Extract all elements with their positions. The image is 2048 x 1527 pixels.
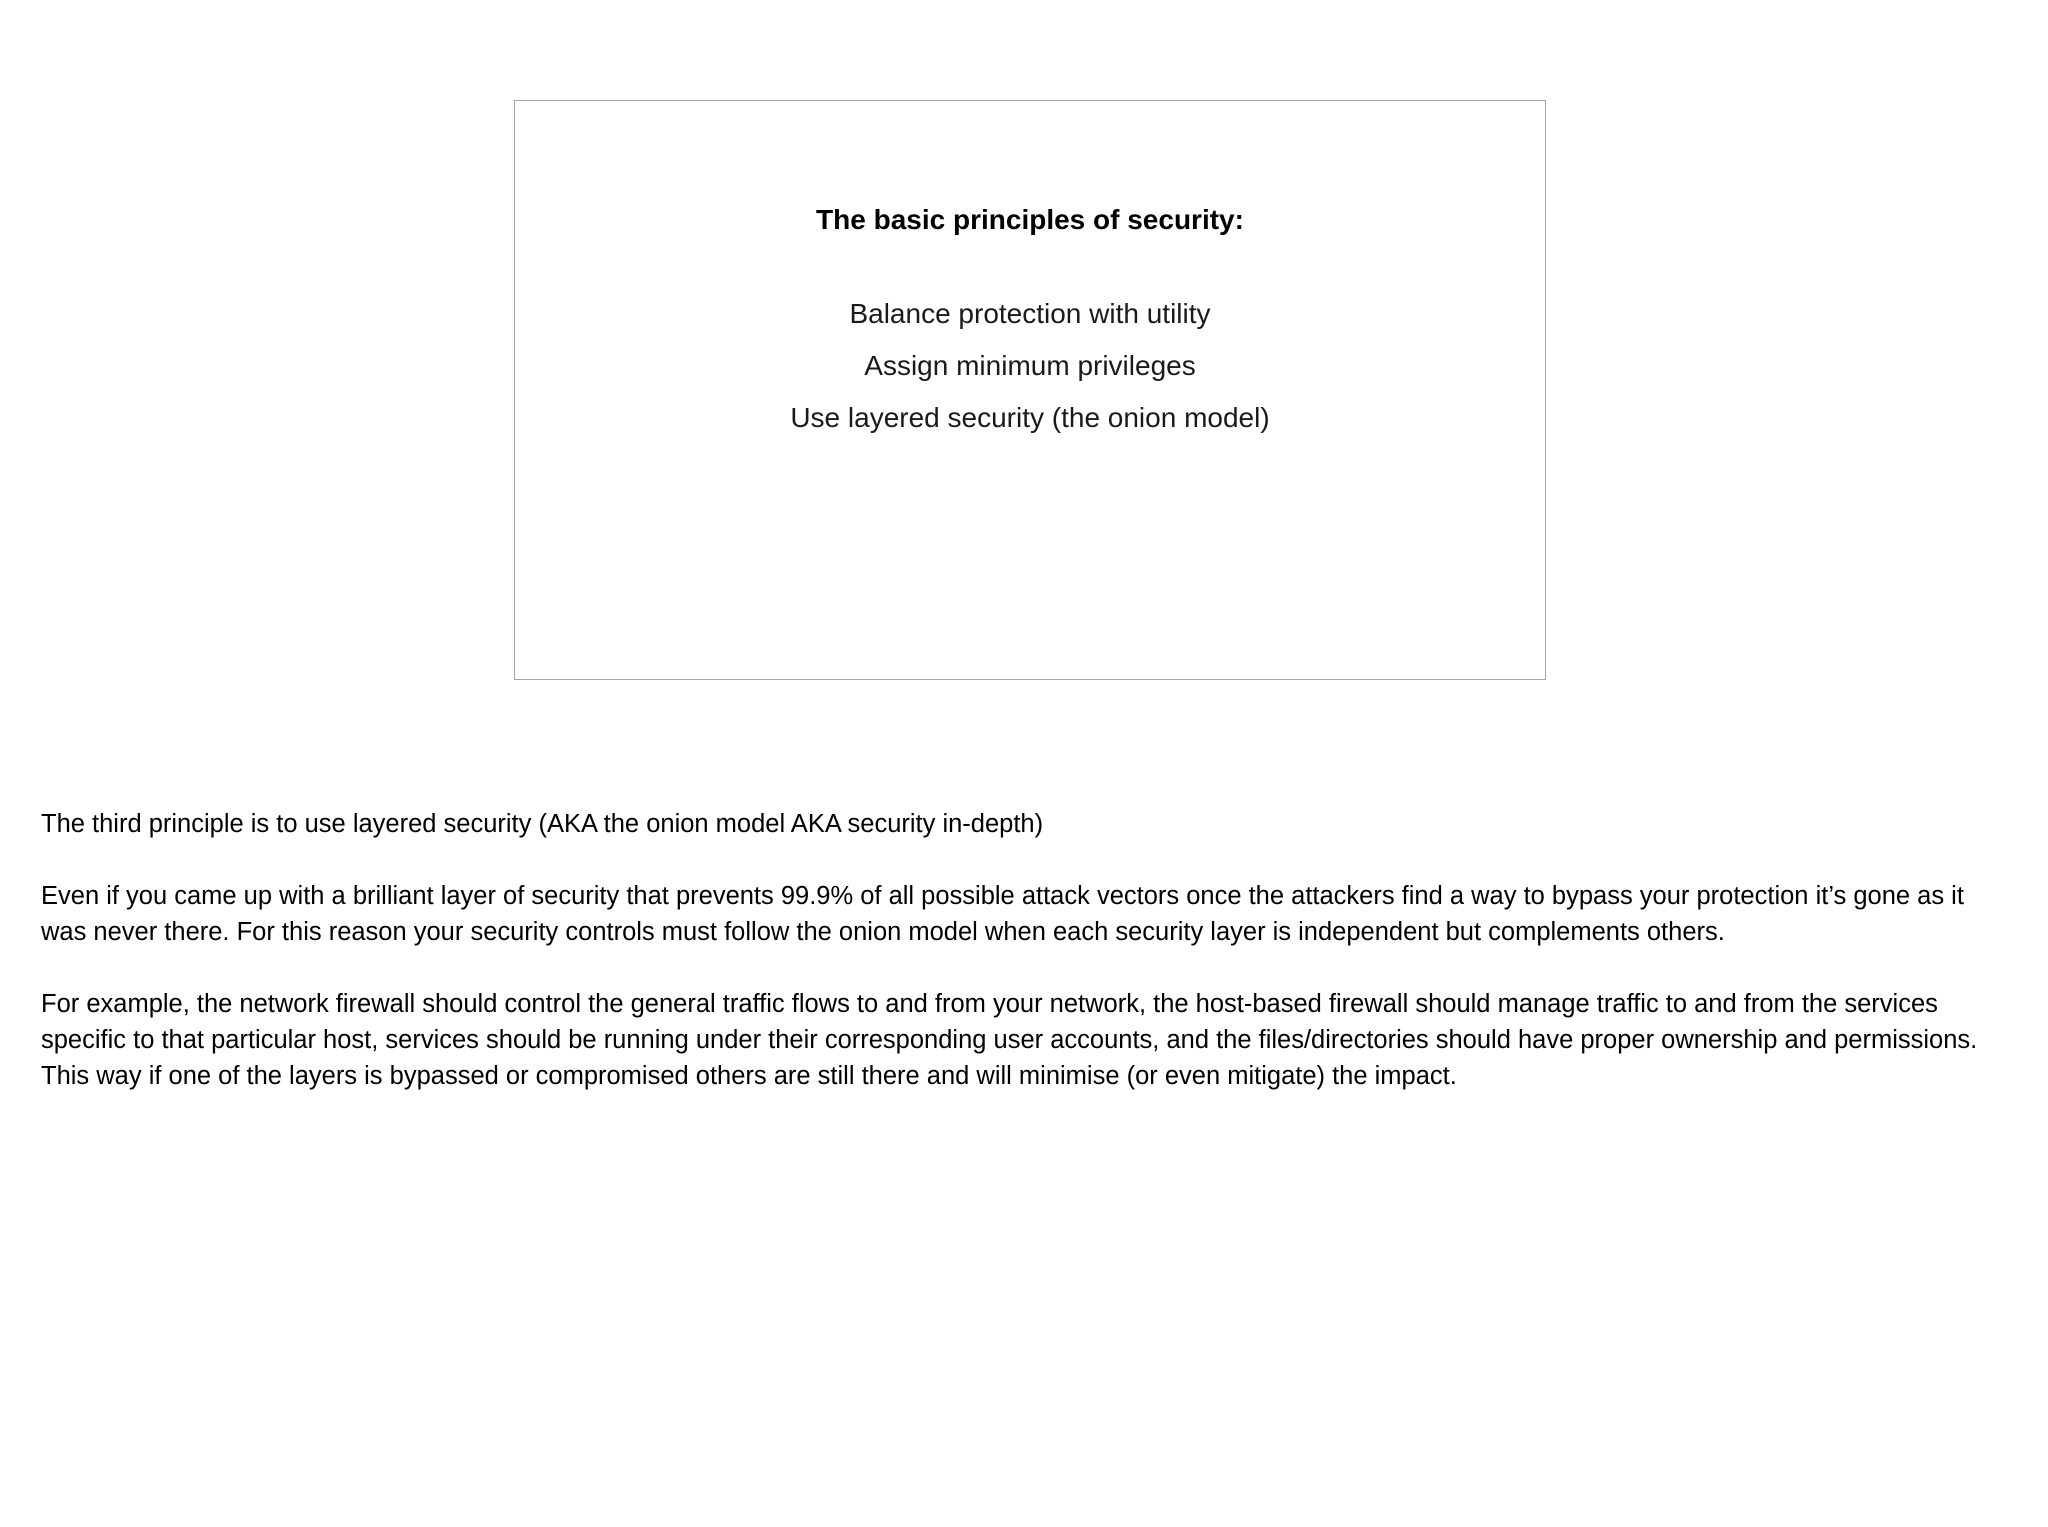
notes-paragraph: Even if you came up with a brilliant layer of security that prevents 99.9% of all possible attack vectors once the attackers find a way to bypass your protection it’s gone as it was never there. For this reason your security controls must follow the onion model when each security layer is independent but complements others. [41, 882, 1964, 946]
speaker-notes [41, 806, 2016, 1130]
principle-item: Assign minimum privileges [864, 350, 1196, 381]
slide-thumbnail [514, 100, 1546, 680]
notes-paragraph: The third principle is to use layered security (AKA the onion model AKA security in-depth) [41, 810, 1044, 838]
principles-list [515, 288, 1545, 444]
principle-item: Balance protection with utility [849, 298, 1211, 329]
principle-item: Use layered security (the onion model) [790, 402, 1270, 433]
slide-title: The basic principles of security: [816, 204, 1244, 235]
notes-paragraph: For example, the network firewall should control the general traffic flows to and from your network, the host-based firewall should manage traffic to and from the services specific to that particular host, services should be running under their corresponding user accounts, and the files/directories should have proper ownership and permissions. This way if one of the layers is bypassed or compromised others are still there and will minimise (or even mitigate) the impact. [41, 990, 1978, 1090]
